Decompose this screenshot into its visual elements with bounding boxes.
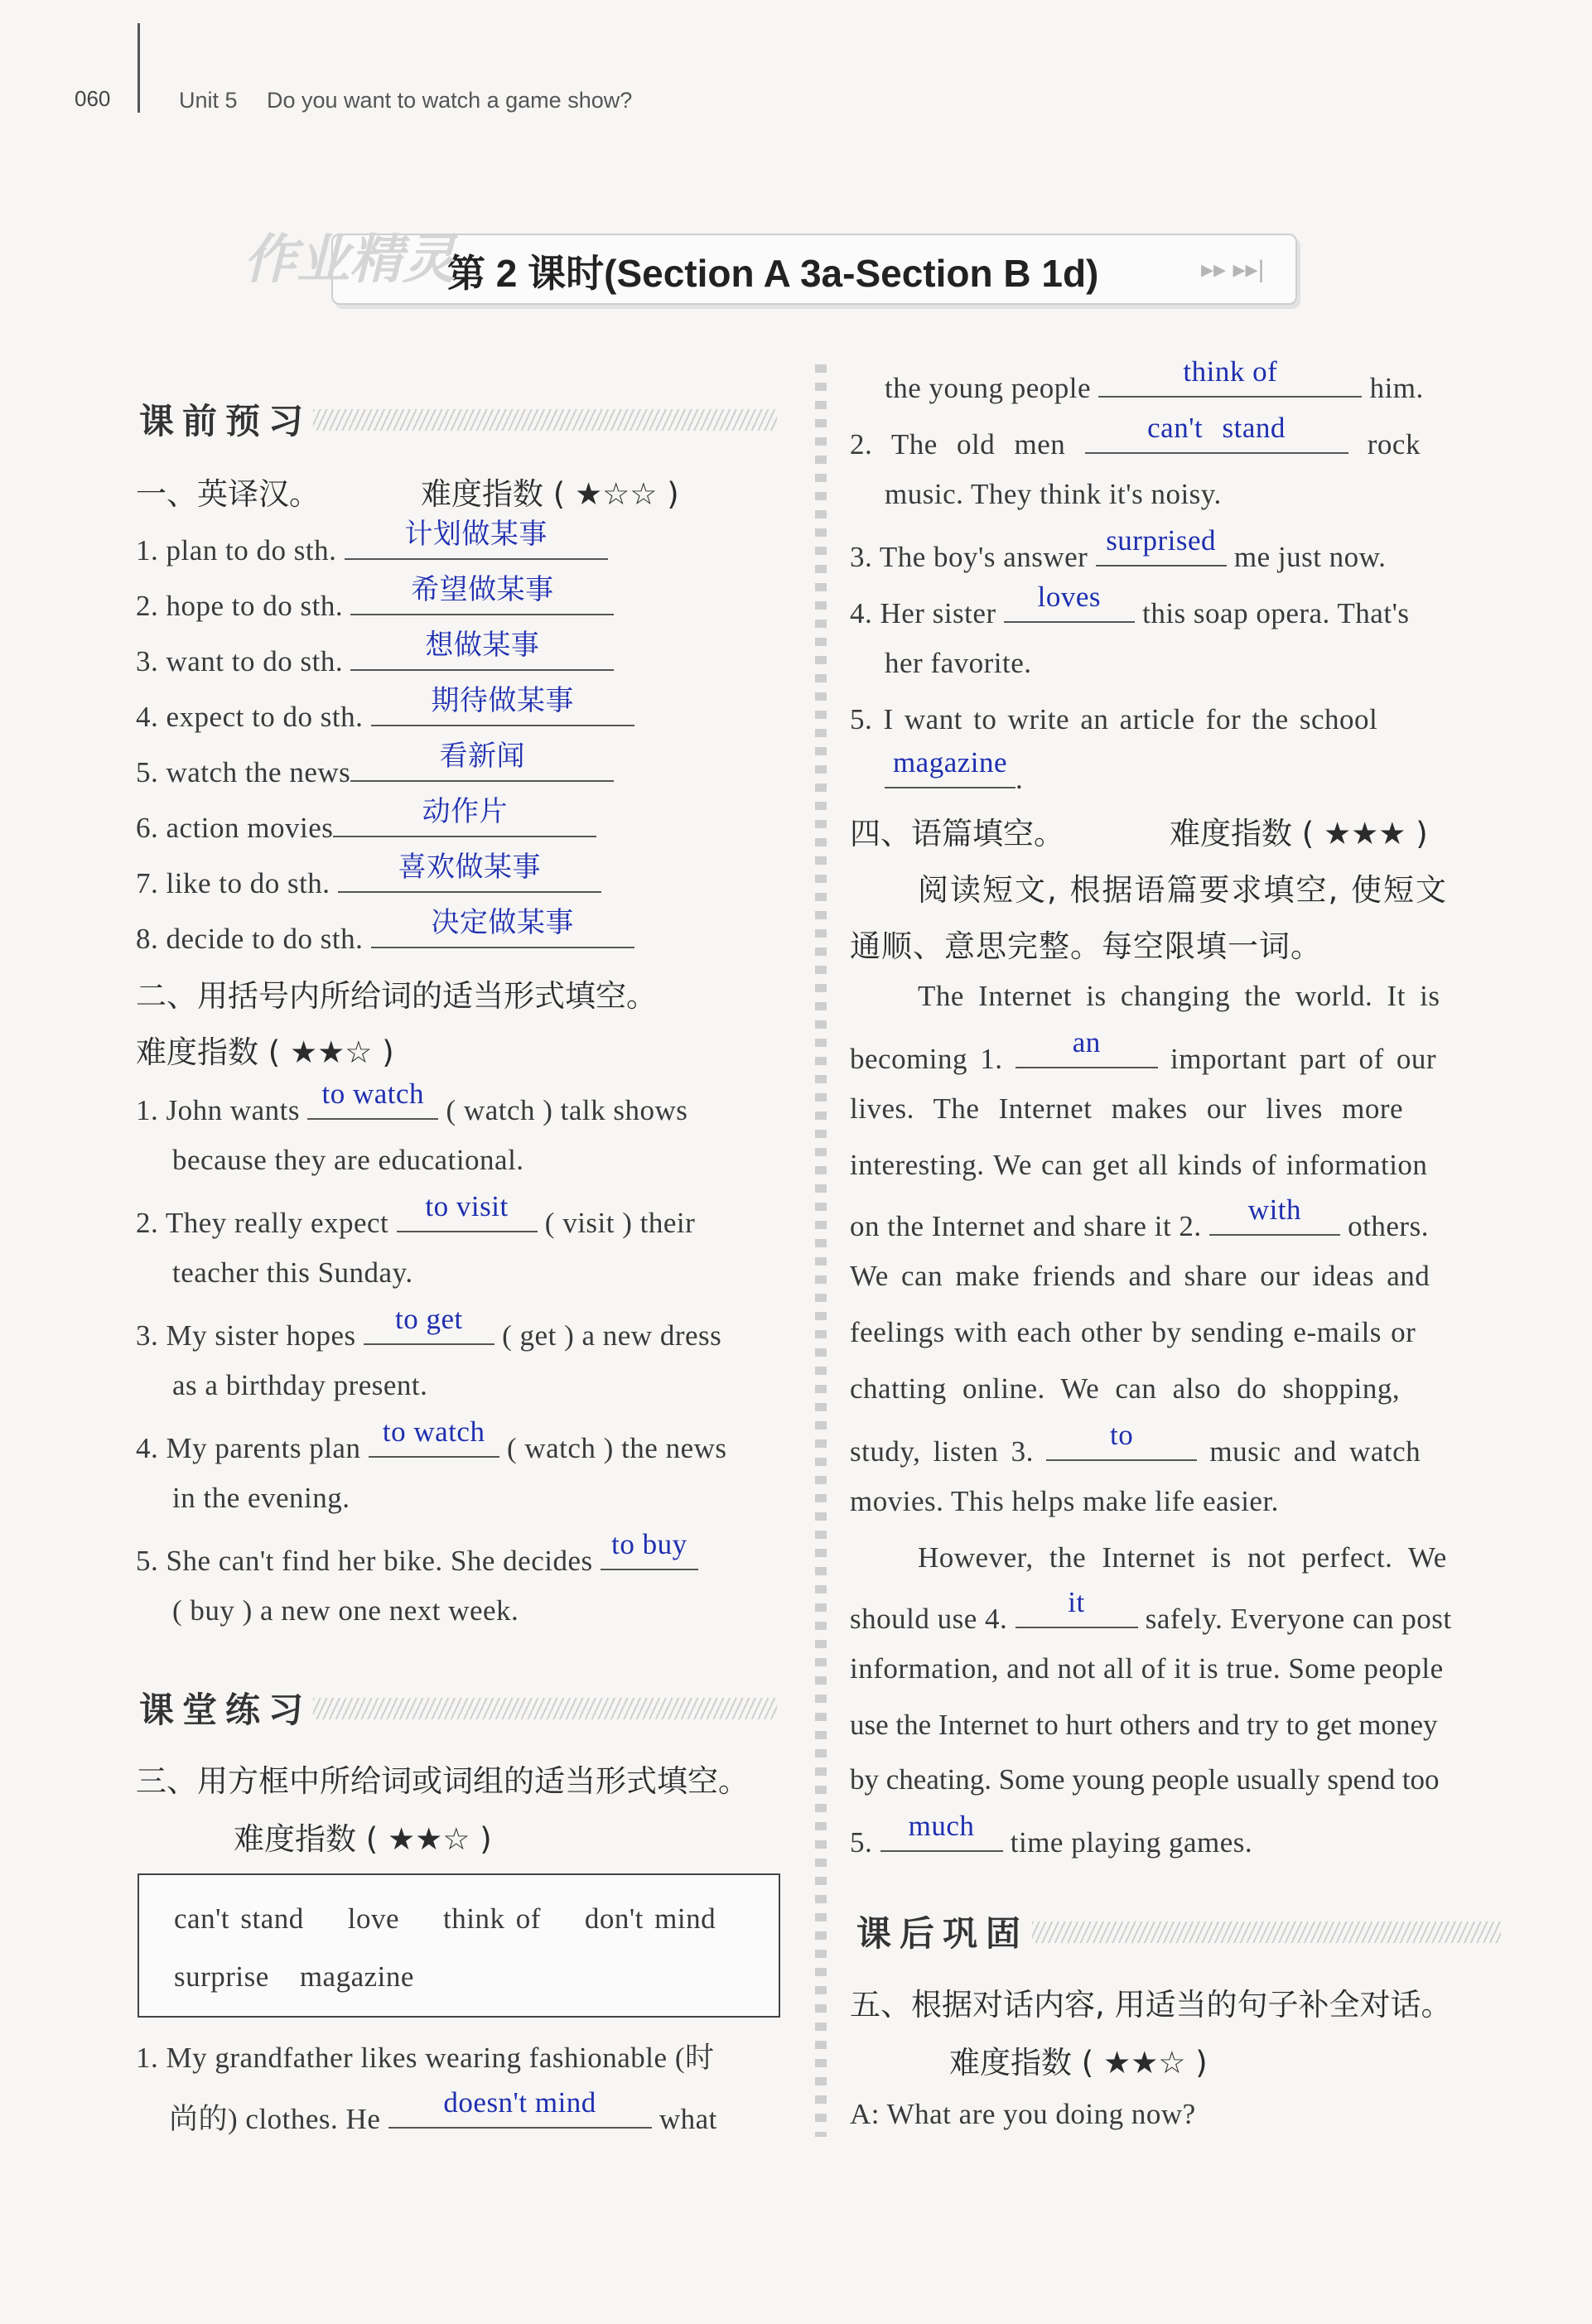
passage-line: information, and not all of it is true. Some people [850, 1652, 1444, 1685]
heading-hatch [313, 1698, 777, 1719]
part1-difficulty: 难度指数 ( ★☆☆ ) [421, 476, 679, 512]
passage-line: lives. The Internet makes our lives more [850, 1092, 1404, 1125]
fill-item: 5. She can't find her bike. She decides to buy [136, 1536, 698, 1580]
translation-item: 6. action movies 动作片 [136, 803, 596, 847]
fill-item-continued: in the evening. [172, 1482, 350, 1514]
fill-item-continued: as a birthday present. [172, 1369, 428, 1401]
passage-line: feelings with each other by sending e-mails or [850, 1316, 1416, 1348]
q1-line2: 尚的) clothes. He doesn't mind what [169, 2086, 717, 2135]
q4-line2: her favorite. [885, 647, 1032, 679]
q5-line1: 5. I want to write an article for the school [850, 703, 1378, 735]
unit-label: Unit 5 [179, 88, 238, 113]
part5-title: 五、根据对话内容, 用适当的句子补全对话。 [850, 1987, 1452, 2023]
part1-title: 一、英译汉。 [136, 476, 320, 512]
part4-instruction: 通顺、意思完整。每空限填一词。 [850, 928, 1322, 964]
passage-line: The Internet is changing the world. It is [918, 980, 1440, 1012]
arrow-icon: ▸▸ ▸▸| [1201, 256, 1265, 283]
passage-line: However, the Internet is not perfect. We [918, 1541, 1447, 1574]
q5-line2: magazine . [885, 754, 1023, 798]
fill-item: 2. They really expect to visit ( visit ) their [136, 1190, 696, 1239]
preview-heading: 课前预习 [139, 401, 312, 441]
translation-item: 8. decide to do sth. 决定做某事 [136, 914, 634, 958]
header-divider [137, 23, 140, 113]
passage-line: use the Internet to hurt others and try to get money [850, 1709, 1438, 1741]
classwork-heading: 课堂练习 [139, 1690, 312, 1730]
passage-line: 5. much time playing games. [850, 1810, 1253, 1859]
dialogue-line: A: What are you doing now? [850, 2098, 1196, 2130]
q3: 3. The boy's answer surprised me just now. [850, 524, 1387, 573]
column-divider [815, 364, 827, 2137]
lesson-title: 第 2 课时(Section A 3a-Section B 1d) [447, 252, 1099, 295]
passage-line: chatting online. We can also do shopping, [850, 1372, 1401, 1405]
translation-item: 2. hope to do sth. 希望做某事 [136, 581, 614, 625]
word-box-row: can't stand love think of don't mind [174, 1902, 716, 1935]
passage-line: movies. This helps make life easier. [850, 1485, 1279, 1517]
translation-item: 5. watch the news 看新闻 [136, 747, 614, 792]
fill-item: 3. My sister hopes to get ( get ) a new dress [136, 1303, 722, 1352]
part3-difficulty: 难度指数 ( ★★☆ ) [234, 1821, 492, 1857]
part4-title: 四、语篇填空。 [850, 816, 1064, 851]
fill-item-continued: teacher this Sunday. [172, 1256, 413, 1289]
passage-line: should use 4. it safely. Everyone can post [850, 1586, 1452, 1635]
heading-hatch [1032, 1921, 1501, 1943]
q2-line1: 2. The old men can't stand rock [850, 412, 1421, 460]
word-box-row: surprise magazine [174, 1960, 414, 1993]
watermark-logo: 作业精灵 [244, 229, 456, 289]
q2-line2: music. They think it's noisy. [885, 478, 1222, 510]
part2-title: 二、用括号内所给词的适当形式填空。 [136, 978, 657, 1014]
part4-difficulty: 难度指数 ( ★★★ ) [1170, 816, 1428, 851]
passage-line: by cheating. Some young people usually spend too [850, 1763, 1440, 1796]
passage-line: becoming 1. an important part of our [850, 1026, 1437, 1075]
q1-line1: 1. My grandfather likes wearing fashionable (时 [136, 2042, 715, 2074]
passage-line: We can make friends and share our ideas and [850, 1260, 1430, 1292]
homework-heading: 课后巩固 [856, 1913, 1030, 1954]
translation-item: 3. want to do sth. 想做某事 [136, 636, 614, 681]
q1-line3: the young people think of him. [885, 355, 1424, 404]
part4-instruction: 阅读短文, 根据语篇要求填空, 使短文 [918, 872, 1449, 908]
passage-line: on the Internet and share it 2. with others. [850, 1193, 1429, 1242]
passage-line: interesting. We can get all kinds of information [850, 1149, 1428, 1181]
part5-difficulty: 难度指数 ( ★★☆ ) [949, 2045, 1208, 2081]
translation-item: 7. like to do sth. 喜欢做某事 [136, 858, 601, 903]
fill-item-continued: because they are educational. [172, 1144, 524, 1176]
heading-hatch [313, 409, 777, 431]
q4-line1: 4. Her sister loves this soap opera. That's [850, 581, 1410, 629]
part2-difficulty: 难度指数 ( ★★☆ ) [136, 1034, 394, 1070]
fill-item: 4. My parents plan to watch ( watch ) the news [136, 1415, 727, 1464]
translation-item: 4. expect to do sth. 期待做某事 [136, 692, 634, 736]
fill-item: 1. John wants to watch ( watch ) talk shows [136, 1078, 688, 1126]
passage-line: study, listen 3. to music and watch [850, 1419, 1421, 1468]
translation-item: 1. plan to do sth. 计划做某事 [136, 525, 608, 570]
part3-title: 三、用方框中所给词或词组的适当形式填空。 [136, 1763, 749, 1799]
fill-item-continued: ( buy ) a new one next week. [172, 1594, 519, 1627]
page-number: 060 [75, 86, 111, 111]
unit-title: Do you want to watch a game show? [267, 88, 633, 113]
